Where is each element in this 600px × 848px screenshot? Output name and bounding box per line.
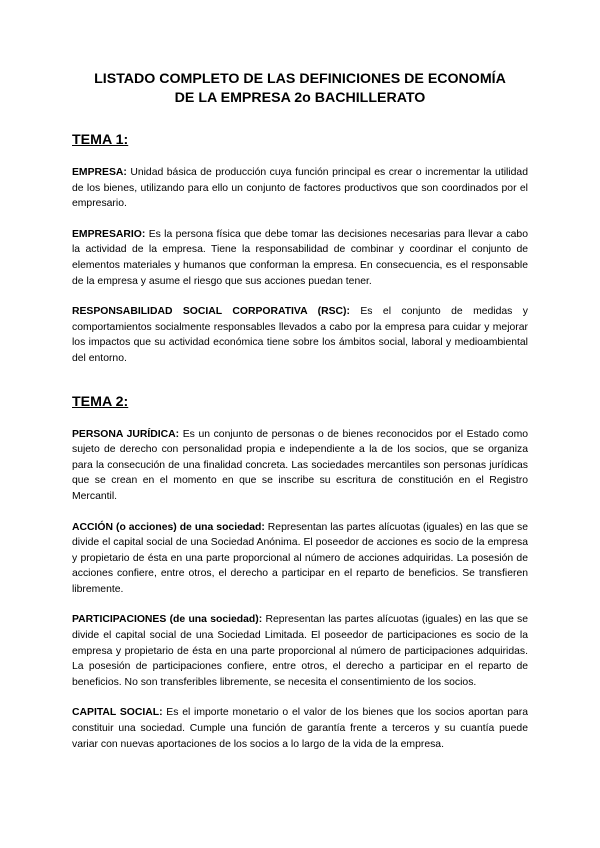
definition-participaciones [72,612,528,690]
definition-text: Representan las partes alícuotas (iguales) en las que se divide el capital social de una Sociedad Limitada. El poseedor de participaciones es socio de la empresa y propietario de ésta en una parte proporcional al número de participaciones adquiridas. La posesión de participaciones confiere, entre otros, el derecho a participar en el reparto de beneficios. No son transferibles libremente, se necesita el consentimiento de los socios. [72,614,528,688]
definition-text: Es el conjunto de medidas y comportamientos socialmente responsables llevados a cabo por la empresa para cuidar y mejorar los impactos que su actividad económica tiene sobre los ámbitos social, laboral y medioambiental del entorno. [72,306,528,364]
section-heading-tema-2: TEMA 2: [72,393,129,410]
definition-empresario [72,227,528,289]
definition-text: Unidad básica de producción cuya función principal es crear o incrementar la utilidad de los bienes, utilizando para ello un conjunto de factores productivos que son coordinados por el empresario. [72,167,528,210]
title-line-2: DE LA EMPRESA 2o BACHILLERATO [174,90,426,106]
definition-term: PERSONA JURÍDICA: [72,428,180,440]
definition-empresa [72,165,528,212]
section-heading-tema-1: TEMA 1: [72,132,129,148]
definition-text: Es el importe monetario o el valor de los bienes que los socios aportan para constituir una sociedad. Cumple una función de garantía frente a terceros y su cuantía puede variar con nuevas aportaciones de los socios a lo largo de la vida de la empresa. [72,707,528,750]
definition-text: Es un conjunto de personas o de bienes reconocidos por el Estado como sujeto de derecho con personalidad propia e independiente a la de los socios, que se organiza para la consecución de una finalidad concreta. Las sociedades mercantiles son personas jurídicas que se crean en el momento en que se inscribe su escritura de constitución en el Registro Mercantil. [72,428,528,502]
definition-term: PARTICIPACIONES (de una sociedad): [72,614,263,626]
definition-term: EMPRESA: [72,167,127,178]
definition-rsc [72,304,528,366]
document-page [72,70,528,767]
definition-capital-social [72,705,528,752]
document-title [72,70,528,108]
definition-term: ACCIÓN (o acciones) de una sociedad: [72,521,265,533]
definition-accion [72,520,528,598]
definition-term: RESPONSABILIDAD SOCIAL CORPORATIVA (RSC): [72,306,350,318]
definition-text: Representan las partes alícuotas (iguales) en las que se divide el capital social de una Sociedad Anónima. El poseedor de acciones es socio de la empresa y propietario de ésta en una parte proporcional al número de acciones adquiridas. La posesión de acciones confiere, entre otros, el derecho a participar en el reparto de beneficios. Se transfieren libremente. [72,521,529,595]
definition-persona-juridica [72,427,528,505]
definition-text: Es la persona física que debe tomar las decisiones necesarias para llevar a cabo la actividad de la empresa. Tiene la responsabilidad de combinar y coordinar el conjunto de elementos materiales y humanos que conforman la empresa. En consecuencia, es el responsable de la empresa y asume el riesgo que sus acciones puedan tener. [72,228,528,287]
definition-term: EMPRESARIO: [72,228,146,240]
title-line-1: LISTADO COMPLETO DE LAS DEFINICIONES DE ECONOMÍA [94,71,506,87]
definition-term: CAPITAL SOCIAL: [72,707,163,719]
